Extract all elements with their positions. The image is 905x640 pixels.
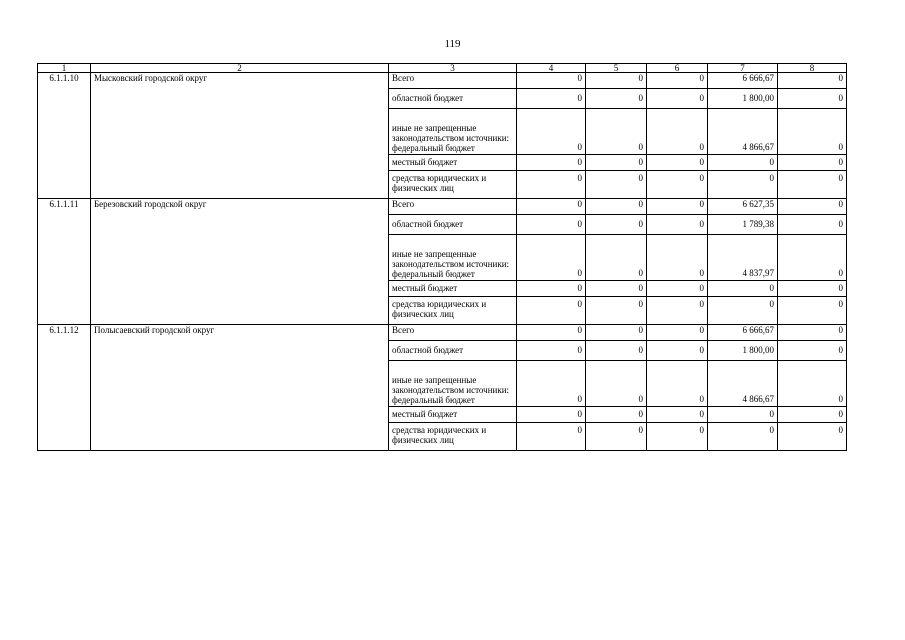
value-cell: 6 666,67 [708, 73, 778, 89]
value-cell: 0 [586, 155, 647, 171]
column-header: 3 [389, 64, 517, 73]
value-cell: 0 [517, 361, 586, 407]
row-label-cell [389, 235, 517, 281]
value-cell: 0 [517, 235, 586, 281]
value-cell: 0 [778, 199, 847, 215]
value-cell: 0 [778, 215, 847, 235]
table-row [38, 73, 847, 89]
value-cell: 4 866,67 [708, 109, 778, 155]
section-code: 6.1.1.12 [38, 325, 91, 451]
value-cell: 4 837,97 [708, 235, 778, 281]
row-label: федеральный бюджет [392, 269, 475, 279]
column-header: 8 [778, 64, 847, 73]
other-sources-label: иные не запрещенные законодательством источники: [392, 375, 510, 395]
value-cell: 0 [586, 215, 647, 235]
value-cell: 0 [647, 89, 708, 109]
value-cell: 0 [517, 215, 586, 235]
row-label: областной бюджет [392, 345, 464, 355]
value-cell: 0 [778, 325, 847, 341]
row-label: средства юридических и физических лиц [392, 299, 487, 319]
value-cell: 0 [708, 423, 778, 451]
row-label-cell [389, 155, 517, 171]
value-cell: 0 [517, 281, 586, 297]
value-cell: 0 [517, 407, 586, 423]
value-cell: 0 [778, 89, 847, 109]
value-cell: 0 [586, 361, 647, 407]
table-body [38, 73, 847, 451]
value-cell: 0 [778, 423, 847, 451]
value-cell: 0 [647, 73, 708, 89]
value-cell: 0 [778, 155, 847, 171]
value-cell: 0 [517, 199, 586, 215]
column-header: 7 [708, 64, 778, 73]
row-label-cell [389, 281, 517, 297]
value-cell: 0 [517, 109, 586, 155]
row-label-cell [389, 109, 517, 155]
row-label: областной бюджет [392, 219, 464, 229]
value-cell: 0 [586, 171, 647, 199]
value-cell: 0 [586, 89, 647, 109]
value-cell: 0 [708, 171, 778, 199]
other-sources-label: иные не запрещенные законодательством источники: [392, 123, 510, 143]
value-cell: 0 [778, 281, 847, 297]
row-label: местный бюджет [392, 283, 458, 293]
section-name: Мысковский городской округ [91, 73, 389, 199]
value-cell: 0 [586, 199, 647, 215]
row-label: областной бюджет [392, 93, 464, 103]
column-header: 1 [38, 64, 91, 73]
section-name: Полысаевский городской округ [91, 325, 389, 451]
value-cell: 0 [647, 423, 708, 451]
row-label-cell [389, 215, 517, 235]
row-label-cell [389, 423, 517, 451]
row-label-cell [389, 407, 517, 423]
value-cell: 0 [778, 341, 847, 361]
value-cell: 0 [586, 297, 647, 325]
row-label-cell [389, 199, 517, 215]
row-label-cell [389, 297, 517, 325]
value-cell: 0 [517, 341, 586, 361]
value-cell: 0 [647, 155, 708, 171]
row-label: местный бюджет [392, 409, 458, 419]
row-label-cell [389, 73, 517, 89]
value-cell: 0 [778, 407, 847, 423]
value-cell: 0 [647, 235, 708, 281]
value-cell: 0 [517, 297, 586, 325]
value-cell: 0 [778, 109, 847, 155]
row-label: местный бюджет [392, 157, 458, 167]
row-label-cell [389, 89, 517, 109]
value-cell: 0 [647, 297, 708, 325]
row-label-cell [389, 341, 517, 361]
value-cell: 0 [586, 407, 647, 423]
row-label-cell [389, 171, 517, 199]
column-header: 4 [517, 64, 586, 73]
value-cell: 1 800,00 [708, 89, 778, 109]
column-header: 6 [647, 64, 708, 73]
value-cell: 0 [647, 215, 708, 235]
value-cell: 0 [517, 325, 586, 341]
value-cell: 1 800,00 [708, 341, 778, 361]
value-cell: 0 [517, 73, 586, 89]
value-cell: 6 666,67 [708, 325, 778, 341]
row-label: Всего [392, 325, 415, 335]
value-cell: 0 [586, 73, 647, 89]
row-label: федеральный бюджет [392, 143, 475, 153]
row-label-cell [389, 325, 517, 341]
value-cell: 0 [517, 423, 586, 451]
row-label: Всего [392, 73, 415, 83]
value-cell: 0 [708, 281, 778, 297]
value-cell: 0 [517, 155, 586, 171]
value-cell: 0 [647, 281, 708, 297]
value-cell: 0 [647, 171, 708, 199]
page-number: 119 [444, 38, 461, 50]
other-sources-label: иные не запрещенные законодательством источники: [392, 249, 510, 269]
column-header: 2 [91, 64, 389, 73]
value-cell: 0 [778, 171, 847, 199]
value-cell: 0 [586, 109, 647, 155]
value-cell: 0 [517, 89, 586, 109]
value-cell: 0 [586, 235, 647, 281]
value-cell: 1 789,38 [708, 215, 778, 235]
row-label: федеральный бюджет [392, 395, 475, 405]
value-cell: 0 [586, 341, 647, 361]
section-code: 6.1.1.11 [38, 199, 91, 325]
value-cell: 0 [586, 423, 647, 451]
row-label: средства юридических и физических лиц [392, 425, 487, 445]
value-cell: 0 [647, 325, 708, 341]
row-label: Всего [392, 199, 415, 209]
row-label: средства юридических и физических лиц [392, 173, 487, 193]
value-cell: 0 [647, 361, 708, 407]
value-cell: 0 [778, 73, 847, 89]
budget-table [37, 63, 847, 451]
value-cell: 0 [708, 407, 778, 423]
value-cell: 4 866,67 [708, 361, 778, 407]
table-row [38, 325, 847, 341]
value-cell: 0 [647, 341, 708, 361]
section-name: Березовский городской округ [91, 199, 389, 325]
column-header: 5 [586, 64, 647, 73]
value-cell: 6 627,35 [708, 199, 778, 215]
value-cell: 0 [708, 297, 778, 325]
section-code: 6.1.1.10 [38, 73, 91, 199]
value-cell: 0 [778, 235, 847, 281]
value-cell: 0 [778, 297, 847, 325]
value-cell: 0 [647, 407, 708, 423]
value-cell: 0 [708, 155, 778, 171]
value-cell: 0 [586, 325, 647, 341]
header-row [38, 64, 847, 73]
value-cell: 0 [517, 171, 586, 199]
row-label-cell [389, 361, 517, 407]
value-cell: 0 [586, 281, 647, 297]
value-cell: 0 [647, 109, 708, 155]
table-row [38, 199, 847, 215]
value-cell: 0 [778, 361, 847, 407]
value-cell: 0 [647, 199, 708, 215]
